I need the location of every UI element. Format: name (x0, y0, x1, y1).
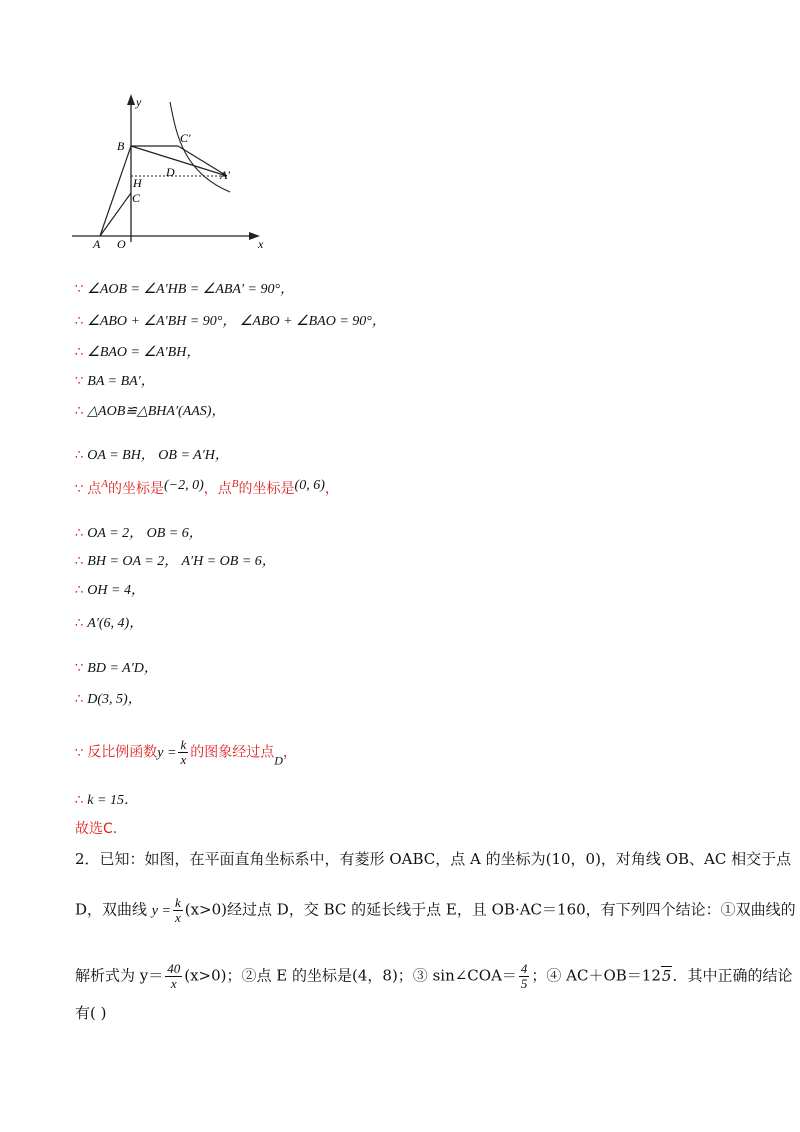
step-4: ∵ BA = BA′， (75, 374, 155, 389)
label-c: C (132, 191, 141, 205)
step-3: ∴ ∠BAO = ∠A′BH， (75, 345, 201, 360)
label-o: O (117, 237, 126, 251)
label-d: D (166, 165, 175, 179)
step-10: ∴ OH = 4， (75, 583, 145, 598)
step-7: ∵ 点$^A$的坐标是(−2, 0)，点$^B$的坐标是(0, 6)， (75, 478, 339, 497)
step-14: ∵ 反比例函数y = $\frac{k}{x}$ 的图象经过点D， (75, 737, 297, 768)
label-a: A (93, 237, 101, 251)
step-11: ∴ A′(6, 4)， (75, 616, 144, 631)
q2-line-3: 解析式为 y＝ $\frac{40}{x}$ (x>0)；②点 E 的坐标是(4，8)；③ sin∠COA＝ $\frac{4}{5}$ ；④ AC＋OB＝125．其中正确的结论 (75, 961, 793, 991)
step-5: ∴ △AOB≌△BHA′(AAS)， (75, 404, 226, 419)
label-b: B (117, 139, 125, 153)
label-c-prime: C′ (180, 131, 191, 145)
segment-ba-prime (131, 146, 227, 176)
segment-ab (100, 146, 131, 236)
label-y: y (136, 95, 142, 109)
conclusion: 故选C． (75, 821, 127, 837)
coordinate-figure (70, 92, 280, 252)
q2-line-4: 有( ) (75, 1004, 107, 1022)
q2-line-2: D，双曲线 y = $\frac{k}{x}$ (x>0)经过点 D，交 BC 的延长线于点 E，且 OB·AC＝160，有下列四个结论：①双曲线的 (75, 895, 796, 925)
label-a-prime: A′ (220, 168, 230, 182)
step-13: ∴ D(3, 5)， (75, 692, 142, 707)
step-8: ∴ OA = 2， OB = 6， (75, 526, 203, 541)
label-x: x (258, 237, 264, 251)
step-12: ∵ BD = A′D， (75, 661, 158, 676)
step-9: ∴ BH = OA = 2， A′H = OB = 6， (75, 554, 276, 569)
step-15: ∴ k = 15． (75, 793, 138, 808)
segment-ac (100, 193, 131, 236)
q2-line-1: 2．已知：如图，在平面直角坐标系中，有菱形 OABC，点 A 的坐标为(10，0)，对角线 OB、AC 相交于点 (75, 850, 792, 868)
step-2: ∴ ∠ABO + ∠A′BH = 90°， ∠ABO + ∠BAO = 90°， (75, 314, 386, 329)
label-h: H (133, 176, 142, 190)
step-1: ∵ ∠AOB = ∠A′HB = ∠ABA′ = 90°， (75, 282, 295, 297)
y-axis-arrow (127, 94, 135, 105)
step-6: ∴ OA = BH， OB = A′H， (75, 448, 229, 463)
